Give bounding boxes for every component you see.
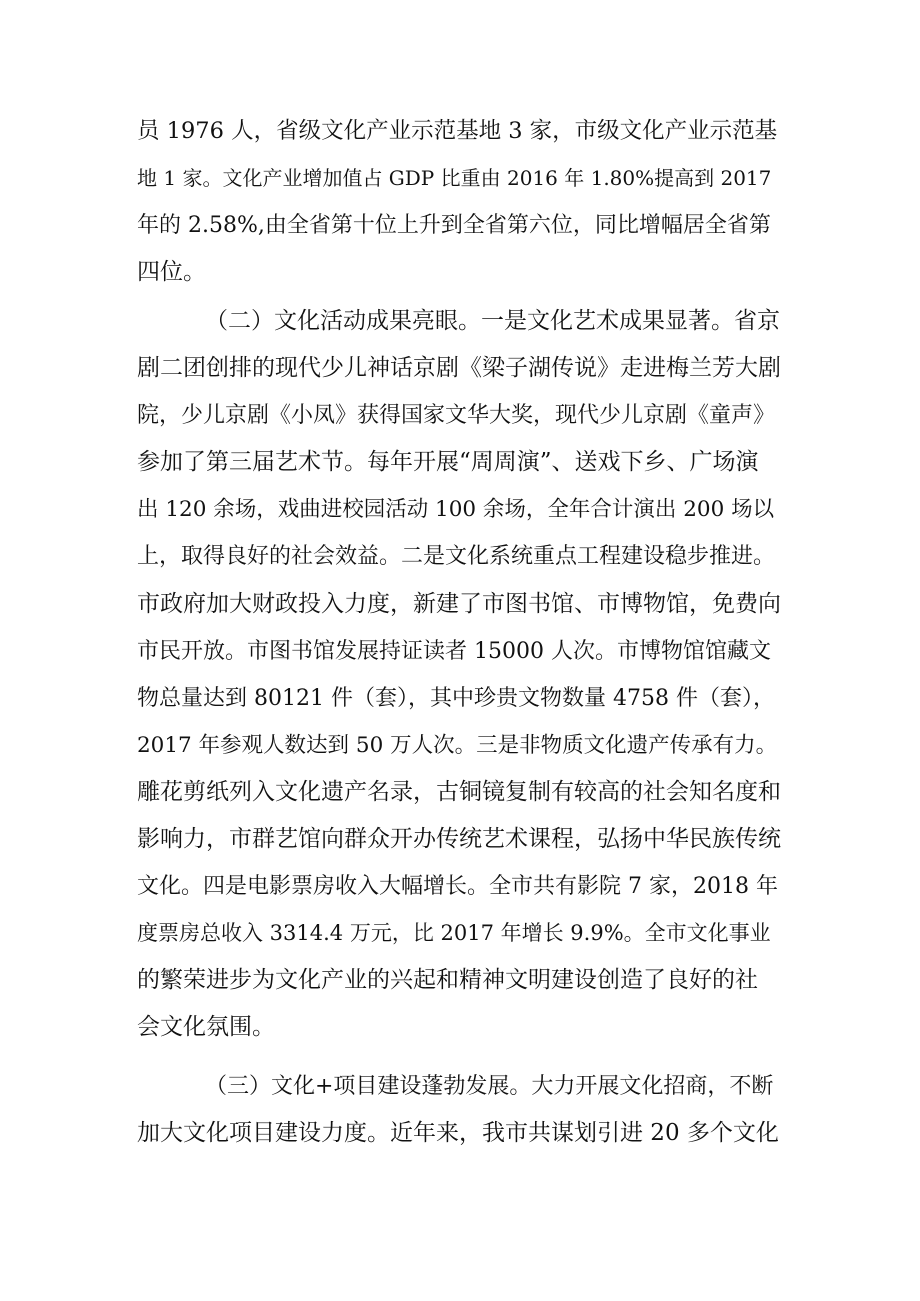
text-line-heading: （二）文化活动成果亮眼。一是文化艺术成果显著。省京 (205, 308, 780, 334)
text-line: 市政府加大财政投入力度，新建了市图书馆、市博物馆，免费向 (137, 590, 781, 617)
text-line: 院，少儿京剧《小凤》获得国家文华大奖，现代少儿京剧《童声》 (137, 403, 776, 429)
text-line: 物总量达到 80121 件（套），其中珍贵文物数量 4758 件（套）， (137, 685, 775, 711)
paragraph-cultural-projects (137, 1063, 784, 1157)
paragraph-cultural-industry-stats (137, 108, 784, 296)
text-line: 加大文化项目建设力度。近年来，我市共谋划引进 20 多个文化 (137, 1120, 779, 1147)
text-line: 影响力，市群艺馆向群众开办传统艺术课程，弘扬中华民族传统 (137, 826, 781, 853)
text-line: 会文化氛围。 (137, 1014, 275, 1041)
text-line: 度票房总收入 3314.4 万元，比 2017 年增长 9.9%。全市文化事业 (137, 921, 771, 946)
text-line: 的繁荣进步为文化产业的兴起和精神文明建设创造了良好的社 (137, 967, 758, 994)
text-line: 文化。四是电影票房收入大幅增长。全市共有影院 7 家，2018 年 (137, 874, 778, 900)
text-line: 出 120 余场，戏曲进校园活动 100 余场，全年合计演出 200 场以 (137, 497, 775, 523)
text-line: 市民开放。市图书馆发展持证读者 15000 人次。市博物馆馆藏文 (137, 638, 771, 664)
text-line: 剧二团创排的现代少儿神话京剧《梁子湖传说》走进梅兰芳大剧 (137, 355, 781, 382)
text-line: 上，取得良好的社会效益。二是文化系统重点工程建设稳步推进。 (137, 544, 776, 570)
text-line: 年的 2.58%,由全省第十位上升到全省第六位，同比增幅居全省第 (137, 213, 771, 239)
text-line: 雕花剪纸列入文化遗产名录，古铜镜复制有较高的社会知名度和 (137, 778, 781, 805)
paragraph-cultural-activities (137, 298, 784, 1052)
text-line: 四位。 (137, 259, 206, 286)
text-line: 员 1976 人，省级文化产业示范基地 3 家，市级文化产业示范基 (137, 118, 778, 144)
text-line: 地 1 家。文化产业增加值占 GDP 比重由 2016 年 1.80%提高到 2017 (137, 166, 772, 191)
text-line: 2017 年参观人数达到 50 万人次。三是非物质文化遗产传承有力。 (137, 732, 778, 758)
text-line-heading: （三）文化+项目建设蓬勃发展。大力开展文化招商，不断 (205, 1074, 774, 1099)
text-line: 参加了第三届艺术节。每年开展“周周演”、送戏下乡、广场演 (137, 449, 759, 476)
